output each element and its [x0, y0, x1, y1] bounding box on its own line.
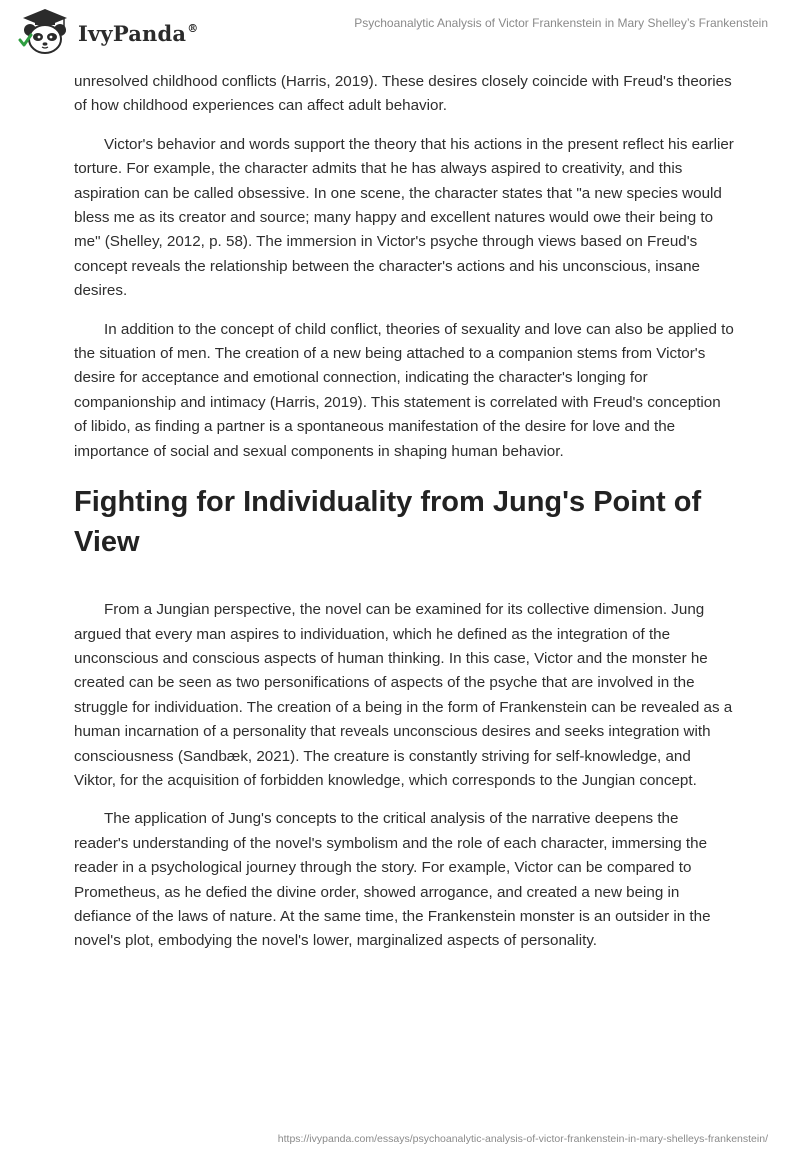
brand-name[interactable]: IvyPanda®: [78, 21, 199, 46]
paragraph-3: In addition to the concept of child conflict, theories of sexuality and love can also be applied to the situation of men. The creation of a new being attached to a companion stems from Victor's desire for acceptance and emotional connection, indicating the character's longing for companionship and intimacy (Harris, 2019). This statement is correlated with Freud's conception of libido, as finding a partner is a spontaneous manifestation of the desire for love and the importance of social and sexual components in shaping human behavior.: [74, 320, 734, 460]
paragraph-5: The application of Jung's concepts to the critical analysis of the narrative deepens the reader's understanding of the novel's symbolism and the role of each character, immersing the reader in a psychological journey through the story. For example, Victor can be compared to Prometheus, as he defied the divine order, showed arrogance, and created a new being in defiance of the laws of nature. At the same time, the Frankenstein monster is an outsider in the novel's plot, embodying the novel's lower, marginalized aspects of personality.: [74, 810, 711, 950]
registered-mark: ®: [187, 22, 199, 35]
paragraph-1: unresolved childhood conflicts (Harris, 2019). These desires closely coincide with Freud's theories of how childhood experiences can affect adult behavior.: [74, 73, 732, 115]
paragraph-4: From a Jungian perspective, the novel can be examined for its collective dimension. Jung argued that every man aspires to individuation, which he defined as the integration of the unconscious and conscious aspects of human thinking. In this case, Victor and the monster he created can be seen as two personifications of aspects of the psyche that are involved in the struggle for individuation. The creation of a being in the form of Frankenstein can be revealed as a human incarnation of a personality that reveals unconscious desires and seeks integration with consciousness (Sandbæk, 2021). The creature is constantly striving for self-knowledge, and Viktor, for the acquisition of forbidden knowledge, which corresponds to the Jungian concept.: [74, 601, 733, 789]
essay-body: [74, 70, 734, 968]
paragraph-2: Victor's behavior and words support the theory that his actions in the present reflect his earlier torture. For example, the character admits that he has always aspired to creativity, and this aspiration can be called obsessive. In one scene, the character states that "a new species would bless me as its creator and source; many happy and excellent natures would owe their being to me" (Shelley, 2012, p. 58). The immersion in Victor's psyche through views based on Freud's concept reveals the relationship between the character's actions and his unconscious, insane desires.: [74, 135, 734, 300]
source-url[interactable]: https://ivypanda.com/essays/psychoanalytic-analysis-of-victor-frankenstein-in-mary-shelleys-frankenstein/: [277, 1133, 768, 1145]
section-heading: Fighting for Individuality from Jung's Point of View: [74, 486, 702, 559]
document-title: Psychoanalytic Analysis of Victor Frankenstein in Mary Shelley’s Frankenstein: [354, 16, 768, 30]
panda-graduate-icon[interactable]: [16, 6, 74, 58]
page-header: [0, 0, 800, 64]
